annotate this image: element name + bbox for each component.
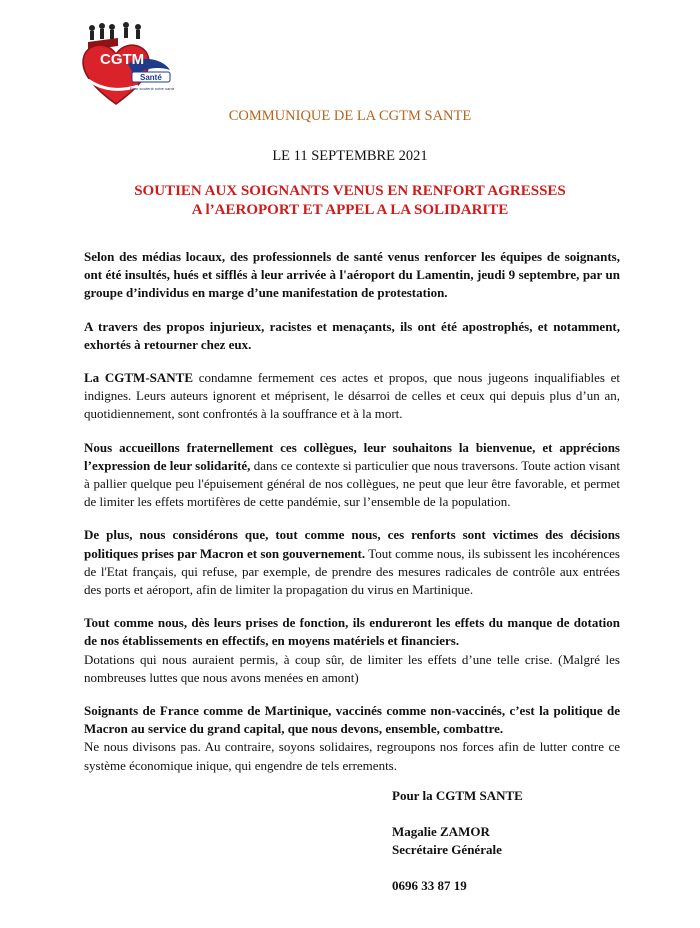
- communique-date: LE 11 SEPTEMBRE 2021: [272, 148, 428, 164]
- paragraph-4-bold: Nous accueillons fraternellement ces collègues, leur souhaitons la bienvenue, et apprécions l’expression de leur solidarité,: [84, 439, 620, 473]
- paragraph-7-bold: Soignants de France comme de Martinique, vaccinés comme non-vaccinés, c’est la politique de Macron au service du grand capital, que nous devons, ensemble, combattre.: [84, 703, 620, 737]
- communique-body: [84, 248, 620, 790]
- logo-heart-icon: [78, 20, 174, 106]
- paragraph-6: [84, 614, 620, 687]
- communique-title: COMMUNIQUE DE LA CGTM SANTE: [228, 108, 472, 124]
- paragraph-3-bold: La CGTM-SANTE: [84, 370, 193, 386]
- headline-line-2: A l’AEROPORT ET APPEL A LA SOLIDARITE: [191, 202, 509, 218]
- signature-role: Secrétaire Générale: [392, 842, 502, 857]
- logo-tagline: Pour soutenir notre santé: [130, 86, 174, 91]
- headline: [0, 182, 700, 220]
- cgtm-sante-logo: [78, 20, 174, 106]
- paragraph-7: [84, 702, 620, 775]
- paragraph-3-text: condamne fermement ces actes et propos, que nous jugeons inqualifiables et indignes. Leurs auteurs ignorent et méprisent, le désarroi de celles et ceux qui depuis plus d’un an, quotidiennement, sont confrontés à la souffrance et à la mort.: [84, 370, 620, 422]
- paragraph-5-text: Tout comme nous, ils subissent les incohérences de l'Etat français, qui refuse, par exemple, de prendre des mesures radicales de contrôle aux entrées des ports et aéroport, afin de limiter la propagation du virus en Martinique.: [84, 545, 620, 598]
- paragraph-2: A travers des propos injurieux, racistes et menaçants, ils ont été apostrophés, et notamment, exhortés à retourner chez eux.: [84, 318, 620, 352]
- signature-name: Magalie ZAMOR: [392, 824, 490, 839]
- paragraph-7-text: Ne nous divisons pas. Au contraire, soyons solidaires, regroupons nos forces afin de lutter contre ce système économique inique, qui engendre de tels errements.: [84, 739, 620, 773]
- paragraph-6-text: Dotations qui nous auraient permis, à coup sûr, de limiter les effets d’une telle crise. (Malgré les nombreuses luttes que nous avons menées en amont): [84, 651, 620, 685]
- signature-phone: 0696 33 87 19: [392, 878, 467, 893]
- paragraph-4: [84, 439, 620, 512]
- logo-main-text: CGTM: [100, 51, 145, 68]
- signature-for-line: Pour la CGTM SANTE: [392, 788, 523, 803]
- paragraph-4-text: dans ce contexte si particulier que nous traversons. Toute action visant à pallier quelque peu l'épuisement général de nos collègues, ne peut que leur être favorable, et permet de limiter les effets mortifères de cette pandémie, sur l’ensemble de la population.: [84, 457, 620, 510]
- paragraph-5: [84, 526, 620, 599]
- paragraph-1: Selon des médias locaux, des professionnels de santé venus renforcer les équipes de soignants, ont été insultés, hués et sifflés à leur arrivée à l'aéroport du Lamentin, jeudi 9 septembre, par un groupe d’individus en marge d’une manifestation de protestation.: [84, 249, 620, 301]
- paragraph-6-bold: Tout comme nous, dès leurs prises de fonction, ils endureront les effets du manque de dotation de nos établissements en effectifs, en moyens matériels et financiers.: [84, 615, 620, 649]
- headline-line-1: SOUTIEN AUX SOIGNANTS VENUS EN RENFORT AGRESSES: [134, 183, 566, 199]
- paragraph-3: [84, 369, 620, 424]
- logo-sub-text: Santé: [140, 73, 162, 82]
- signature-block: [392, 787, 523, 895]
- paragraph-5-bold: De plus, nous considérons que, tout comme nous, ces renforts sont victimes des décisions politiques prises par Macron et son gouvernement.: [84, 527, 620, 561]
